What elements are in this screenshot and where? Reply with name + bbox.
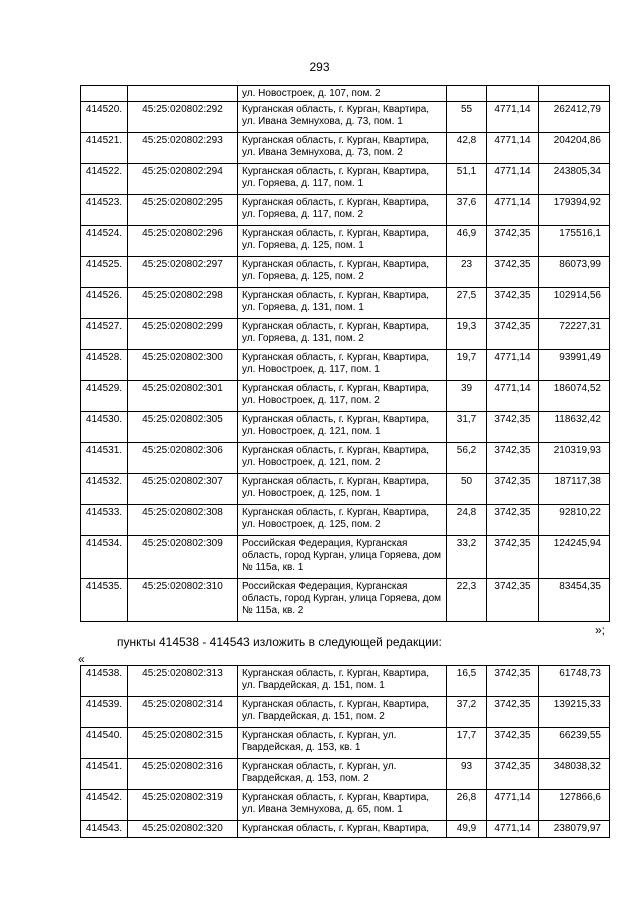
cadastral-number-cell: 45:25:020802:299 (128, 319, 238, 350)
area-cell (447, 86, 487, 102)
amendment-instruction: пункты 414538 - 414543 изложить в следующей редакции: (117, 635, 442, 649)
address-cell: Курганская область, г. Курган, Квартира, ул. Ивана Земнухова, д. 65, пом. 1 (238, 790, 447, 821)
unit-cost-cell: 3742,35 (487, 319, 539, 350)
cadastral-number-cell: 45:25:020802:307 (128, 474, 238, 505)
area-cell: 50 (447, 474, 487, 505)
cadastral-number-cell: 45:25:020802:313 (128, 666, 238, 697)
address-cell: Курганская область, г. Курган, ул. Гвардейская, д. 153, пом. 2 (238, 759, 447, 790)
table-row (81, 257, 610, 288)
unit-cost-cell: 3742,35 (487, 474, 539, 505)
area-cell: 42,8 (447, 133, 487, 164)
unit-cost-cell: 3742,35 (487, 728, 539, 759)
table-row (81, 759, 610, 790)
table-row (81, 350, 610, 381)
unit-cost-cell: 4771,14 (487, 350, 539, 381)
table-row (81, 102, 610, 133)
unit-cost-cell: 3742,35 (487, 226, 539, 257)
table-row (81, 443, 610, 474)
row-number-cell: 414534. (81, 536, 128, 579)
unit-cost-cell: 3742,35 (487, 288, 539, 319)
row-number-cell: 414530. (81, 412, 128, 443)
page-number: 293 (309, 60, 330, 74)
area-cell: 49,9 (447, 821, 487, 838)
cadastral-number-cell: 45:25:020802:294 (128, 164, 238, 195)
row-number-cell: 414538. (81, 666, 128, 697)
table-row (81, 697, 610, 728)
table-row (81, 536, 610, 579)
row-number-cell: 414526. (81, 288, 128, 319)
unit-cost-cell (487, 86, 539, 102)
area-cell: 93 (447, 759, 487, 790)
unit-cost-cell: 3742,35 (487, 579, 539, 622)
cadastral-value-cell: 92810,22 (539, 505, 610, 536)
table-row (81, 505, 610, 536)
table-row (81, 133, 610, 164)
row-number-cell: 414540. (81, 728, 128, 759)
address-cell: Курганская область, г. Курган, Квартира, ул. Новостроек, д. 125, пом. 2 (238, 505, 447, 536)
address-cell: ул. Новостроек, д. 107, пом. 2 (238, 86, 447, 102)
row-number-cell: 414539. (81, 697, 128, 728)
row-number-cell: 414542. (81, 790, 128, 821)
row-number-cell: 414521. (81, 133, 128, 164)
opening-quote: « (78, 652, 85, 666)
area-cell: 23 (447, 257, 487, 288)
table-row (81, 288, 610, 319)
area-cell: 46,9 (447, 226, 487, 257)
row-number-cell: 414524. (81, 226, 128, 257)
cadastral-number-cell: 45:25:020802:293 (128, 133, 238, 164)
row-number-cell: 414532. (81, 474, 128, 505)
cadastral-value-cell: 262412,79 (539, 102, 610, 133)
area-cell: 27,5 (447, 288, 487, 319)
unit-cost-cell: 4771,14 (487, 381, 539, 412)
area-cell: 37,6 (447, 195, 487, 226)
unit-cost-cell: 3742,35 (487, 697, 539, 728)
table-row (81, 226, 610, 257)
cadastral-value-cell: 124245,94 (539, 536, 610, 579)
address-cell: Курганская область, г. Курган, Квартира, ул. Ивана Земнухова, д. 73, пом. 2 (238, 133, 447, 164)
area-cell: 19,3 (447, 319, 487, 350)
cadastral-value-cell: 175516,1 (539, 226, 610, 257)
cadastral-number-cell: 45:25:020802:306 (128, 443, 238, 474)
area-cell: 22,3 (447, 579, 487, 622)
cadastral-number-cell: 45:25:020802:308 (128, 505, 238, 536)
cadastral-number-cell: 45:25:020802:319 (128, 790, 238, 821)
cadastral-number-cell: 45:25:020802:309 (128, 536, 238, 579)
cadastral-value-cell: 210319,93 (539, 443, 610, 474)
cadastral-value-cell: 139215,33 (539, 697, 610, 728)
address-cell: Курганская область, г. Курган, Квартира, ул. Гвардейская, д. 151, пом. 1 (238, 666, 447, 697)
cadastral-number-cell: 45:25:020802:298 (128, 288, 238, 319)
unit-cost-cell: 4771,14 (487, 790, 539, 821)
table-row (81, 319, 610, 350)
address-cell: Российская Федерация, Курганская область, город Курган, улица Горяева, дом № 115а, кв. 1 (238, 536, 447, 579)
cadastral-value-cell: 186074,52 (539, 381, 610, 412)
row-number-cell: 414541. (81, 759, 128, 790)
area-cell: 31,7 (447, 412, 487, 443)
row-number-cell (81, 86, 128, 102)
area-cell: 16,5 (447, 666, 487, 697)
address-cell: Курганская область, г. Курган, Квартира, ул. Горяева, д. 117, пом. 1 (238, 164, 447, 195)
address-cell: Курганская область, г. Курган, Квартира, ул. Новостроек, д. 121, пом. 2 (238, 443, 447, 474)
area-cell: 17,7 (447, 728, 487, 759)
row-number-cell: 414523. (81, 195, 128, 226)
unit-cost-cell: 4771,14 (487, 133, 539, 164)
unit-cost-cell: 4771,14 (487, 102, 539, 133)
unit-cost-cell: 3742,35 (487, 505, 539, 536)
cadastral-value-cell: 238079,97 (539, 821, 610, 838)
area-cell: 55 (447, 102, 487, 133)
cadastral-number-cell: 45:25:020802:292 (128, 102, 238, 133)
cadastral-value-cell: 102914,56 (539, 288, 610, 319)
row-number-cell: 414525. (81, 257, 128, 288)
table-row (81, 164, 610, 195)
unit-cost-cell: 3742,35 (487, 443, 539, 474)
row-number-cell: 414528. (81, 350, 128, 381)
row-number-cell: 414533. (81, 505, 128, 536)
area-cell: 19,7 (447, 350, 487, 381)
cadastral-number-cell: 45:25:020802:320 (128, 821, 238, 838)
table-row (81, 195, 610, 226)
cadastral-value-cell: 66239,55 (539, 728, 610, 759)
cadastral-number-cell: 45:25:020802:297 (128, 257, 238, 288)
area-cell: 39 (447, 381, 487, 412)
property-table-2 (80, 665, 610, 838)
address-cell: Курганская область, г. Курган, Квартира, ул. Горяева, д. 117, пом. 2 (238, 195, 447, 226)
table-row (81, 666, 610, 697)
unit-cost-cell: 3742,35 (487, 412, 539, 443)
unit-cost-cell: 4771,14 (487, 821, 539, 838)
address-cell: Курганская область, г. Курган, Квартира, ул. Новостроек, д. 121, пом. 1 (238, 412, 447, 443)
cadastral-number-cell: 45:25:020802:305 (128, 412, 238, 443)
table-row (81, 728, 610, 759)
address-cell: Курганская область, г. Курган, Квартира, ул. Новостроек, д. 117, пом. 1 (238, 350, 447, 381)
area-cell: 37,2 (447, 697, 487, 728)
area-cell: 56,2 (447, 443, 487, 474)
area-cell: 51,1 (447, 164, 487, 195)
address-cell: Курганская область, г. Курган, Квартира, ул. Ивана Земнухова, д. 73, пом. 1 (238, 102, 447, 133)
row-number-cell: 414531. (81, 443, 128, 474)
unit-cost-cell: 3742,35 (487, 759, 539, 790)
cadastral-number-cell: 45:25:020802:296 (128, 226, 238, 257)
address-cell: Российская Федерация, Курганская область, город Курган, улица Горяева, дом № 115а, кв. 2 (238, 579, 447, 622)
cadastral-value-cell: 93991,49 (539, 350, 610, 381)
cadastral-value-cell: 127866,6 (539, 790, 610, 821)
area-cell: 24,8 (447, 505, 487, 536)
row-number-cell: 414522. (81, 164, 128, 195)
cadastral-value-cell (539, 86, 610, 102)
cadastral-number-cell: 45:25:020802:310 (128, 579, 238, 622)
address-cell: Курганская область, г. Курган, Квартира, ул. Новостроек, д. 117, пом. 2 (238, 381, 447, 412)
cadastral-number-cell: 45:25:020802:314 (128, 697, 238, 728)
address-cell: Курганская область, г. Курган, ул. Гвардейская, д. 153, кв. 1 (238, 728, 447, 759)
row-number-cell: 414529. (81, 381, 128, 412)
table-row (81, 790, 610, 821)
unit-cost-cell: 3742,35 (487, 666, 539, 697)
cadastral-value-cell: 86073,99 (539, 257, 610, 288)
area-cell: 33,2 (447, 536, 487, 579)
address-cell: Курганская область, г. Курган, Квартира, (238, 821, 447, 838)
table-row (81, 579, 610, 622)
table-row (81, 381, 610, 412)
unit-cost-cell: 4771,14 (487, 195, 539, 226)
cadastral-value-cell: 72227,31 (539, 319, 610, 350)
row-number-cell: 414535. (81, 579, 128, 622)
table-row (81, 821, 610, 838)
table-row (81, 86, 610, 102)
cadastral-number-cell: 45:25:020802:315 (128, 728, 238, 759)
cadastral-value-cell: 83454,35 (539, 579, 610, 622)
address-cell: Курганская область, г. Курган, Квартира, ул. Горяева, д. 131, пом. 2 (238, 319, 447, 350)
cadastral-number-cell: 45:25:020802:295 (128, 195, 238, 226)
address-cell: Курганская область, г. Курган, Квартира, ул. Горяева, д. 125, пом. 1 (238, 226, 447, 257)
cadastral-value-cell: 204204,86 (539, 133, 610, 164)
address-cell: Курганская область, г. Курган, Квартира, ул. Гвардейская, д. 151, пом. 2 (238, 697, 447, 728)
cadastral-value-cell: 179394,92 (539, 195, 610, 226)
unit-cost-cell: 4771,14 (487, 164, 539, 195)
cadastral-number-cell: 45:25:020802:316 (128, 759, 238, 790)
cadastral-value-cell: 243805,34 (539, 164, 610, 195)
cadastral-number-cell (128, 86, 238, 102)
address-cell: Курганская область, г. Курган, Квартира, ул. Горяева, д. 131, пом. 1 (238, 288, 447, 319)
cadastral-value-cell: 118632,42 (539, 412, 610, 443)
unit-cost-cell: 3742,35 (487, 536, 539, 579)
row-number-cell: 414543. (81, 821, 128, 838)
address-cell: Курганская область, г. Курган, Квартира, ул. Новостроек, д. 125, пом. 1 (238, 474, 447, 505)
unit-cost-cell: 3742,35 (487, 257, 539, 288)
table-row (81, 474, 610, 505)
table-row (81, 412, 610, 443)
cadastral-value-cell: 187117,38 (539, 474, 610, 505)
cadastral-value-cell: 61748,73 (539, 666, 610, 697)
cadastral-value-cell: 348038,32 (539, 759, 610, 790)
row-number-cell: 414520. (81, 102, 128, 133)
cadastral-number-cell: 45:25:020802:300 (128, 350, 238, 381)
cadastral-number-cell: 45:25:020802:301 (128, 381, 238, 412)
closing-quote: »; (595, 623, 606, 637)
address-cell: Курганская область, г. Курган, Квартира, ул. Горяева, д. 125, пом. 2 (238, 257, 447, 288)
row-number-cell: 414527. (81, 319, 128, 350)
property-table-1 (80, 85, 610, 622)
area-cell: 26,8 (447, 790, 487, 821)
